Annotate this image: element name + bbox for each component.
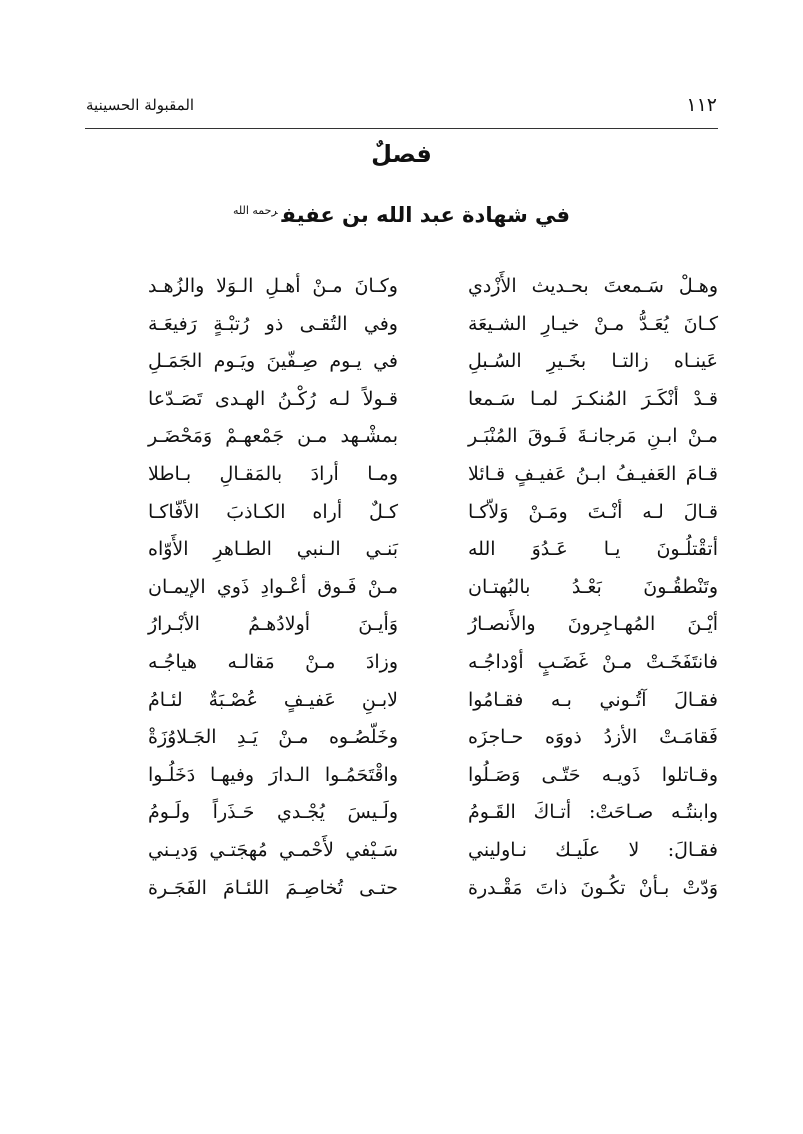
hemistich-right: فقـالَ آتُـوني بـه فقـامُوا — [468, 688, 718, 711]
hemistich-left: بمشْـهد مـن جَمْعهـمْ وَمَحْضَـر — [148, 425, 398, 448]
verse — [0, 308, 803, 346]
honorific-mark: رحمه الله — [232, 204, 278, 217]
verse — [0, 721, 803, 759]
verse — [0, 571, 803, 609]
verse — [0, 496, 803, 534]
hemistich-right: قـالَ لـه أنْـتَ ومَـنْ وَلاّكـا — [468, 500, 718, 523]
verse — [0, 684, 803, 722]
hemistich-right: وابنتُـه صـاحَتْ: أتـاكَ القَـومُ — [468, 801, 718, 824]
hemistich-left: وَأيـنَ أولادُهـمُ الأبْـرارُ — [148, 613, 398, 636]
subtitle-text: في شهادة عبد الله بن عفيف — [281, 203, 571, 227]
verse — [0, 872, 803, 910]
hemistich-left: حتـى تُخاصِـمَ اللئـامَ الفَجَـرة — [148, 876, 398, 899]
hemistich-right: وقـاتلوا ذَويـه حَتّـى وَصَـلُوا — [468, 763, 718, 786]
verse — [0, 270, 803, 308]
verse — [0, 345, 803, 383]
hemistich-left: وكـانَ مـنْ أهـلِ الـوَلا والزُهـد — [148, 275, 398, 297]
hemistich-right: مـنْ ابـنِ مَرجانـةَ فَـوقَ المُنْبَـر — [468, 425, 718, 448]
hemistich-right: فقـالَ: لا علَيـك نـاوليني — [468, 838, 718, 861]
hemistich-right: وتَنْطقُـونَ بَعْـدُ بالبُهتـان — [468, 575, 718, 598]
book-title: المقبولة الحسينية — [86, 96, 195, 114]
verse — [0, 759, 803, 797]
hemistich-left: وفي التُقـى ذو رُتبْـةٍ رَفيعَـة — [148, 312, 398, 335]
hemistich-left: بَنـي الـنبي الطـاهرِ الأَوّاه — [148, 538, 398, 561]
hemistich-left: ولَـيسَ يُجْـدي حَـذَراً ولَـومُ — [148, 801, 398, 824]
hemistich-right: أتقْتلُـونَ يـا عَـدُوَ الله — [468, 538, 718, 561]
page-number: ١١٢ — [686, 94, 717, 116]
poem — [0, 270, 803, 909]
hemistich-left: مـنْ فَـوق أعْـوادِ ذَوي الإيمـان — [148, 575, 398, 598]
verse — [0, 458, 803, 496]
hemistich-left: وزادَ مـنْ مَقالـه هياجُـه — [148, 650, 398, 673]
hemistich-right: أيْـنَ المُهـاجِرونَ والأَنصـارُ — [468, 613, 718, 636]
hemistich-left: ومـا أرادَ بالمَقـالِ بـاطلا — [148, 462, 398, 485]
hemistich-left: وخَلّصُـوه مـنْ يَـدِ الجَـلاوُزَةْ — [148, 726, 398, 749]
hemistich-right: فَقامَـتْ الأزدُ ذووَه حـاجزَه — [468, 726, 718, 749]
hemistich-left: لابـنِ عَفيـفٍ عُصْـبَةٌ لئـامُ — [148, 688, 398, 711]
verse — [0, 796, 803, 834]
hemistich-right: كـانَ يُعَـدُّ مـنْ خيـارِ الشـيعَة — [468, 312, 718, 335]
section-subtitle — [0, 203, 803, 227]
hemistich-right: قـدْ أنْكَـرَ المُنكـرَ لمـا سَـمعا — [468, 387, 718, 410]
verse — [0, 420, 803, 458]
hemistich-right: وَدّتْ بـأنْ تكُـونَ ذاتَ مَقْـدرة — [468, 876, 718, 899]
verse — [0, 533, 803, 571]
verse — [0, 646, 803, 684]
verse — [0, 834, 803, 872]
hemistich-right: عَينـاه زالتـا بخَـيرِ السُـبلِ — [468, 350, 718, 373]
hemistich-right: وهـلْ سَـمعتَ بحـديث الأَزْدي — [468, 275, 718, 297]
hemistich-right: فانتَفَخَـتْ مـنْ غَضَـبٍ أوْداجُـه — [468, 650, 718, 673]
hemistich-left: في يـوم صِـفّينَ ويَـوم الجَمَـلِ — [148, 350, 398, 373]
verse — [0, 608, 803, 646]
hemistich-left: كـلٌ أراه الكـاذبَ الأفّاكـا — [148, 500, 398, 523]
hemistich-left: واقْتَحَمُـوا الـدارَ وفيهـا دَخَلُـوا — [148, 763, 398, 786]
hemistich-right: قـامَ العَفيـفُ ابـنُ عَفيـفٍ قـائلا — [468, 462, 718, 485]
hemistich-left: قـولاً لـه رُكْـنُ الهـدى تَصَـدّعا — [148, 387, 398, 410]
verse — [0, 383, 803, 421]
header-divider — [85, 128, 718, 129]
hemistich-left: سَـيْفي لأَحْمـي مُهجَتـي وَديـني — [148, 838, 398, 861]
section-title: فصلٌ — [371, 140, 432, 168]
